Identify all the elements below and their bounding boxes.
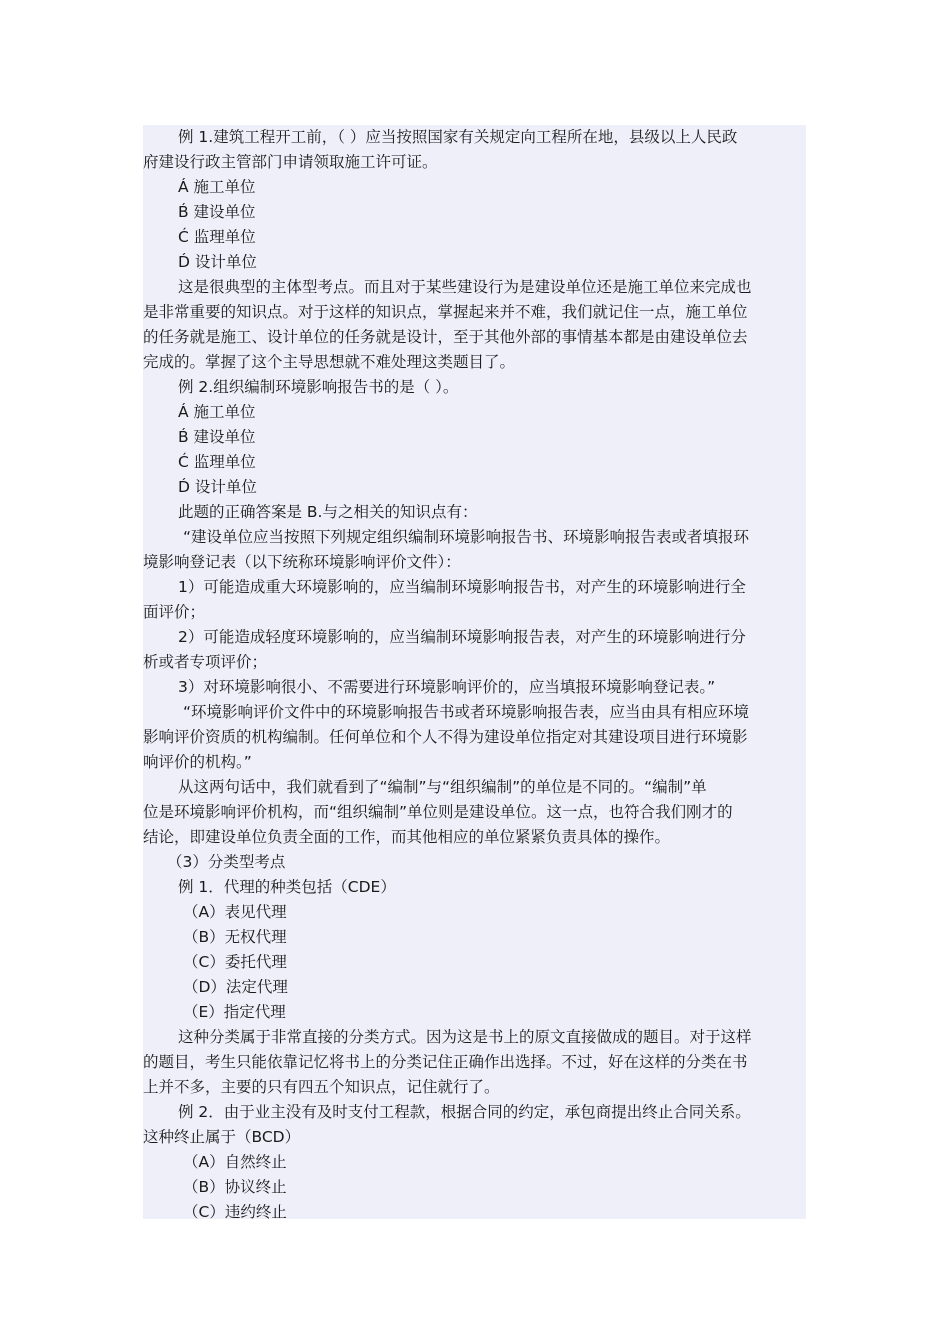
option-e: （E）指定代理 (183, 1003, 286, 1021)
list-item-2-cont: 析或者专项评价； (143, 653, 268, 671)
list-item-2: 2）可能造成轻度环境影响的，应当编制环境影响报告表，对产生的环境影响进行分 (178, 628, 746, 646)
paragraph-line: 是非常重要的知识点。对于这样的知识点，掌握起来并不难，我们就记住一点，施工单位 (143, 303, 748, 321)
list-item-1: 1）可能造成重大环境影响的，应当编制环境影响报告书，对产生的环境影响进行全 (178, 578, 746, 596)
quote-line: 境影响登记表（以下统称环境影响评价文件）： (143, 553, 461, 571)
paragraph-line: 完成的。掌握了这个主导思想就不难处理这类题目了。 (143, 353, 516, 371)
example-2-question-cont: 这种终止属于（BCD） (143, 1128, 301, 1146)
paragraph-line: 的题目，考生只能依靠记忆将书上的分类记住正确作出选择。不过，好在这样的分类在书 (143, 1053, 748, 1071)
paragraph-line: 结论，即建设单位负责全面的工作，而其他相应的单位紧紧负责具体的操作。 (143, 828, 671, 846)
option-d: （D）法定代理 (183, 978, 288, 996)
paragraph-line: 这种分类属于非常直接的分类方式。因为这是书上的原文直接做成的题目。对于这样 (178, 1028, 752, 1046)
example-2-question: 例 2.组织编制环境影响报告书的是（ ）。 (178, 378, 459, 396)
section-heading: （3）分类型考点 (167, 853, 286, 871)
option-a: Á 施工单位 (178, 178, 256, 196)
example-1-question: 例 1.建筑工程开工前，（ ）应当按照国家有关规定向工程所在地，县级以上人民政 (178, 128, 738, 146)
option-a: （A）自然终止 (183, 1153, 287, 1171)
option-d: D́ 设计单位 (178, 253, 257, 271)
quote-line: 影响评价资质的机构编制。任何单位和个人不得为建设单位指定对其建设项目进行环境影 (143, 728, 748, 746)
option-c: （C）委托代理 (183, 953, 287, 971)
option-b: B́ 建设单位 (178, 428, 256, 446)
example-1-question-cont: 府建设行政主管部门申请领取施工许可证。 (143, 153, 438, 171)
quote-line: 响评价的机构。” (143, 753, 252, 771)
option-c: （C）违约终止 (183, 1203, 287, 1221)
option-b: （B）无权代理 (183, 928, 287, 946)
paragraph-line: 上并不多，主要的只有四五个知识点，记住就行了。 (143, 1078, 500, 1096)
option-b: （B）协议终止 (183, 1178, 287, 1196)
option-a: （A）表见代理 (183, 903, 287, 921)
option-b: B́ 建设单位 (178, 203, 256, 221)
answer-line: 此题的正确答案是 B.与之相关的知识点有： (178, 503, 478, 521)
paragraph-line: 的任务就是施工、设计单位的任务就是设计，至于其他外部的事情基本都是由建设单位去 (143, 328, 748, 346)
option-d: D́ 设计单位 (178, 478, 257, 496)
paragraph-line: 从这两句话中，我们就看到了“编制”与“组织编制”的单位是不同的。“编制”单 (178, 778, 707, 796)
paragraph-line: 位是环境影响评价机构，而“组织编制”单位则是建设单位。这一点，也符合我们刚才的 (143, 803, 733, 821)
list-item-1-cont: 面评价； (143, 603, 206, 621)
option-c: Ć 监理单位 (178, 453, 256, 471)
example-1-question: 例 1．代理的种类包括（CDE） (178, 878, 396, 896)
list-item-3: 3）对环境影响很小、不需要进行环境影响评价的，应当填报环境影响登记表。” (178, 678, 716, 696)
example-2-question: 例 2．由于业主没有及时支付工程款，根据合同的约定，承包商提出终止合同关系。 (178, 1103, 751, 1121)
paragraph-line: 这是很典型的主体型考点。而且对于某些建设行为是建设单位还是施工单位来完成也 (178, 278, 752, 296)
quote-line: “环境影响评价文件中的环境影响报告书或者环境影响报告表，应当由具有相应环境 (183, 703, 750, 721)
quote-line: “建设单位应当按照下列规定组织编制环境影响报告书、环境影响报告表或者填报环 (183, 528, 750, 546)
option-c: Ć 监理单位 (178, 228, 256, 246)
option-a: Á 施工单位 (178, 403, 256, 421)
